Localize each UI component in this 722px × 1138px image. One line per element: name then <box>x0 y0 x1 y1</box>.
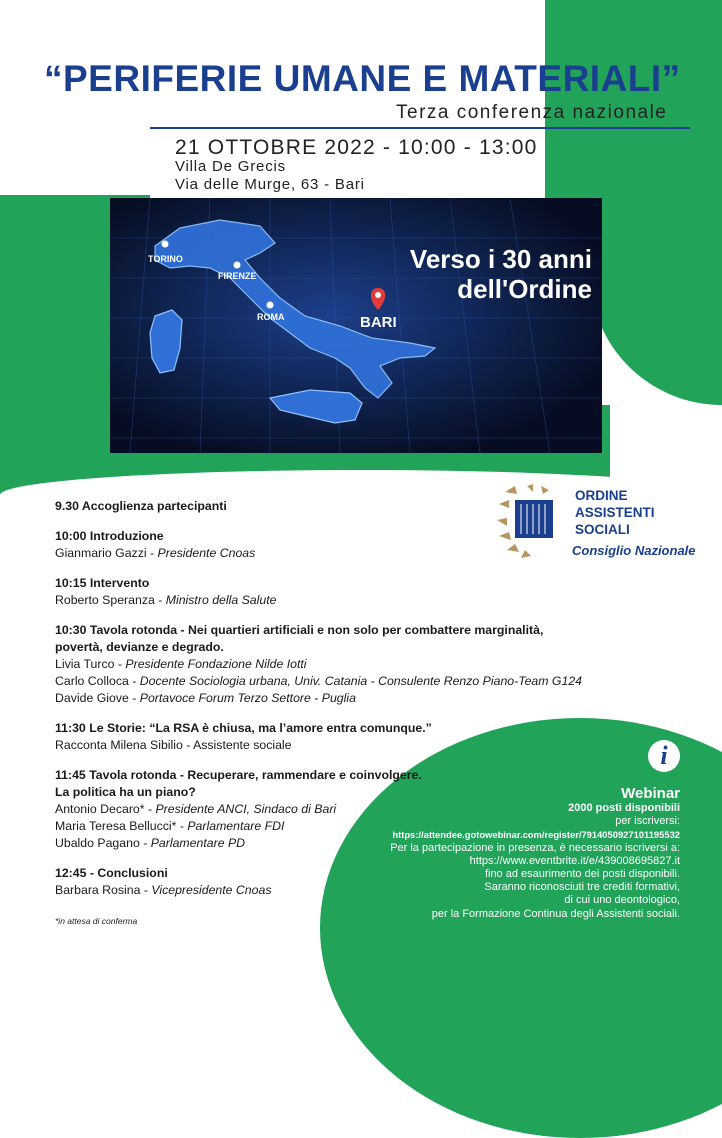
speaker-name: Ubaldo Pagano - <box>55 836 151 850</box>
city-label-roma: ROMA <box>257 312 285 322</box>
speaker-line <box>55 592 615 609</box>
program-item-4 <box>55 622 615 707</box>
credits-line-2: di cui uno deontologico, <box>564 894 680 907</box>
program-item-heading: 9.30 Accoglienza partecipanti <box>55 499 227 513</box>
speaker-role: Ministro della Salute <box>165 593 277 607</box>
speaker-line <box>55 690 615 707</box>
program-item-5 <box>55 720 615 754</box>
speaker-line <box>55 656 615 673</box>
speaker-role: Parlamentare PD <box>150 836 246 850</box>
speaker-name: Maria Teresa Bellucci* - <box>55 819 188 833</box>
speaker-role: Portavoce Forum Terzo Settore - Puglia <box>139 691 356 705</box>
speaker-role: Parlamentare FDI <box>187 819 285 833</box>
speaker-name: Antonio Decaro* - <box>55 802 156 816</box>
speaker-role: Docente Sociologia urbana, Univ. Catania - Consulente Renzo Piano-Team G124 <box>139 674 583 688</box>
city-label-torino: TORINO <box>148 254 183 264</box>
inperson-link[interactable]: https://www.eventbrite.it/e/439008695827.it <box>469 854 680 867</box>
speaker-name: Barbara Rosina - <box>55 883 152 897</box>
speaker-name: Davide Giove - <box>55 691 140 705</box>
logo-line-2: ASSISTENTI <box>575 505 655 520</box>
speaker-name: Racconta Milena Sibilio - Assistente sociale <box>55 738 292 752</box>
event-date-time: 21 OTTOBRE 2022 - 10:00 - 13:00 <box>175 136 538 159</box>
city-label-bari: BARI <box>360 314 397 331</box>
program-item-1 <box>55 498 615 515</box>
poster-title: “PERIFERIE UMANE E MATERIALI” <box>44 58 681 99</box>
poster-subtitle: Terza conferenza nazionale <box>396 102 668 123</box>
logo-subtitle: Consiglio Nazionale <box>572 543 696 558</box>
green-right-shape <box>590 190 722 405</box>
tagline-line-2: dell'Ordine <box>457 274 592 304</box>
speaker-role: Presidente Cnoas <box>157 546 256 560</box>
webinar-info <box>360 785 680 921</box>
speaker-name: Roberto Speranza - <box>55 593 166 607</box>
subtitle-underline <box>150 127 690 129</box>
program-item-heading: 11:45 Tavola rotonda - Recuperare, rammendare e coinvolgere. <box>55 768 422 782</box>
logo-line-1: ORDINE <box>575 488 628 503</box>
program-item-heading: 11:30 Le Storie: “La RSA è chiusa, ma l’amore entra comunque.” <box>55 721 432 735</box>
webinar-register-link[interactable]: https://attendee.gotowebinar.com/register/7914050927101195532 <box>392 829 680 841</box>
venue-address: Via delle Murge, 63 - Bari <box>175 176 365 193</box>
italy-map-panel <box>110 198 602 453</box>
program-item-2 <box>55 528 615 562</box>
webinar-seats: 2000 posti disponibili <box>568 802 680 814</box>
speaker-role: Presidente ANCI, Sindaco di Bari <box>155 802 337 816</box>
speaker-role: Presidente Fondazione Nilde Iotti <box>125 657 307 671</box>
credits-line-3: per la Formazione Continua degli Assistenti sociali. <box>431 907 680 920</box>
anniversary-tagline <box>362 244 592 304</box>
program-item-heading-cont: La politica ha un piano? <box>55 785 196 799</box>
credits-line-1: Saranno riconosciuti tre crediti formativi, <box>484 881 680 894</box>
speaker-line <box>55 545 615 562</box>
program-item-3 <box>55 575 615 609</box>
venue-name: Villa De Grecis <box>175 158 286 175</box>
program-item-heading: 10:15 Intervento <box>55 576 150 590</box>
inperson-note: fino ad esaurimento dei posti disponibili. <box>484 868 680 881</box>
program-item-heading-cont: povertà, devianze e degrado. <box>55 640 224 654</box>
footnote: *in attesa di conferma <box>55 916 138 926</box>
logo-line-3: SOCIALI <box>575 522 630 537</box>
speaker-role: Vicepresidente Cnoas <box>151 883 272 897</box>
tagline-line-1: Verso i 30 anni <box>409 244 592 274</box>
speaker-name: Livia Turco - <box>55 657 126 671</box>
program-item-heading: 10:30 Tavola rotonda - Nei quartieri artificiali e non solo per combattere marginalità, <box>55 623 544 637</box>
program-item-heading: 10:00 Introduzione <box>55 529 164 543</box>
program-item-heading: 12:45 - Conclusioni <box>55 866 168 880</box>
inperson-intro: Per la partecipazione in presenza, è necessario iscriversi a: <box>390 841 680 854</box>
italy-map-graphic <box>110 198 602 453</box>
speaker-line <box>55 673 615 690</box>
city-label-firenze: FIRENZE <box>218 271 257 281</box>
speaker-name: Gianmario Gazzi - <box>55 546 158 560</box>
speaker-name: Carlo Colloca - <box>55 674 140 688</box>
webinar-title: Webinar <box>621 785 680 802</box>
webinar-register-intro: per iscriversi: <box>615 815 680 828</box>
info-icon: i <box>648 740 680 772</box>
speaker-line <box>55 737 615 754</box>
